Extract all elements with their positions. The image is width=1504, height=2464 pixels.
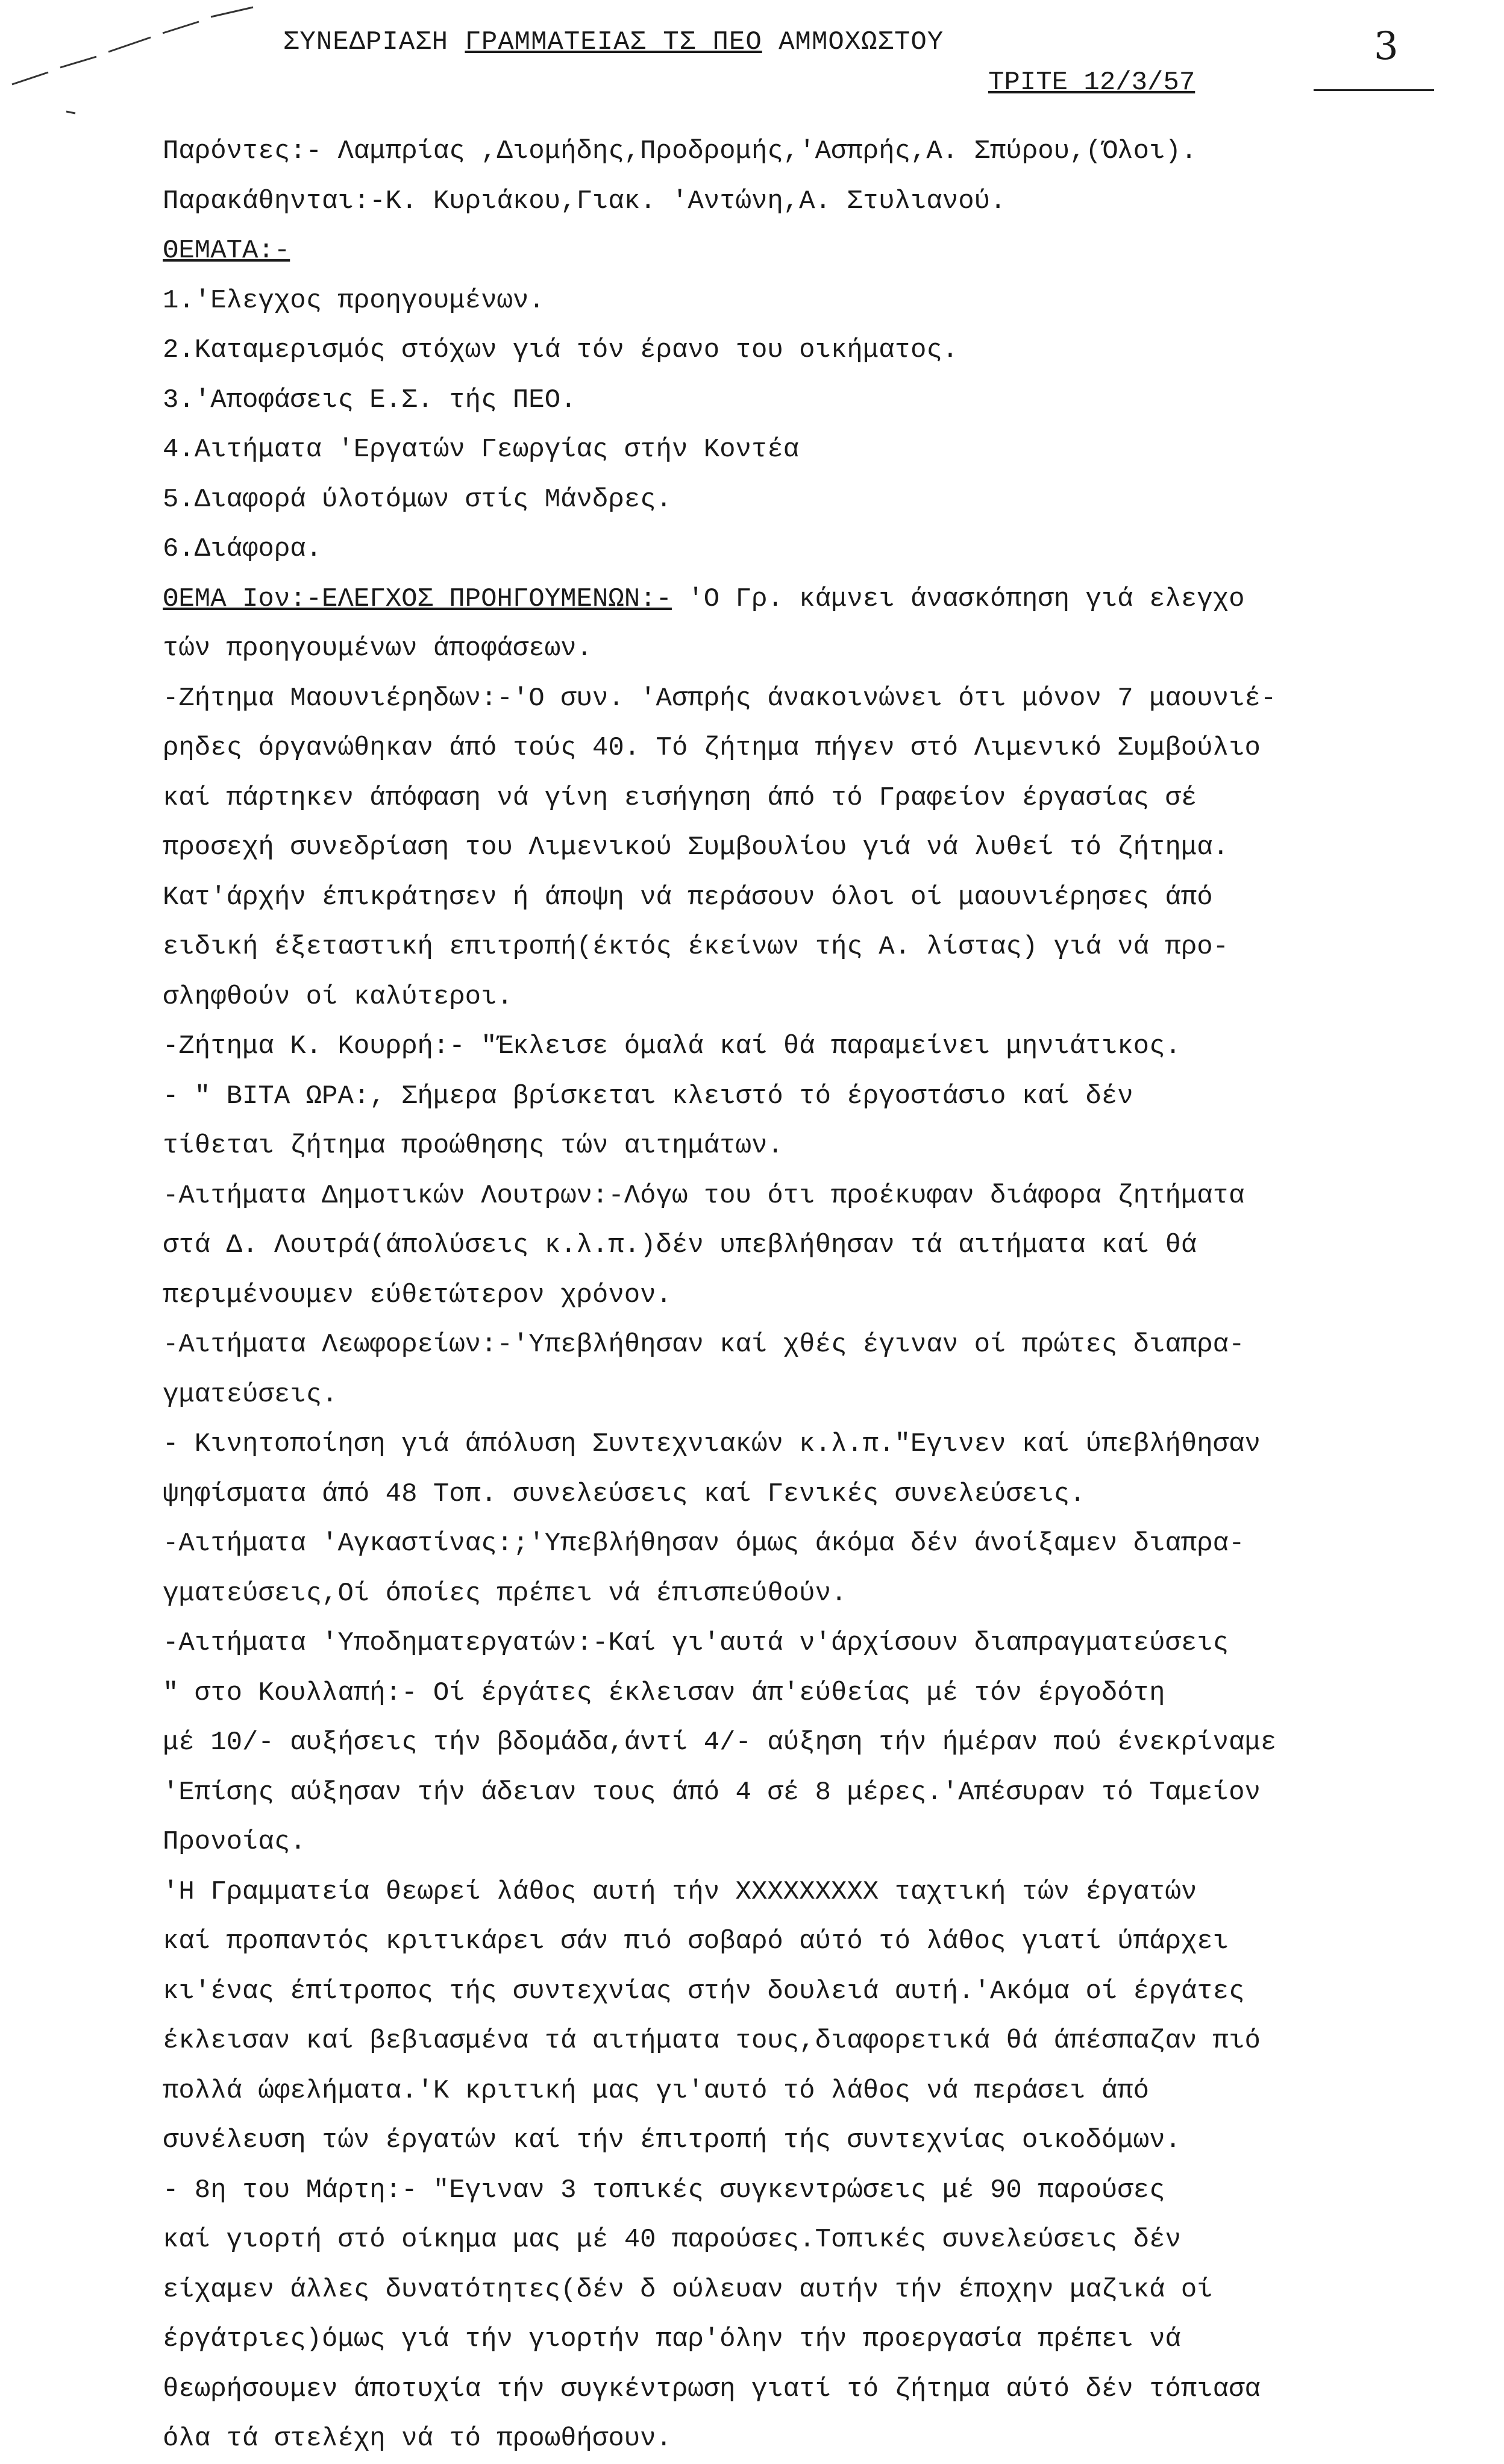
minutes-body: [163, 127, 1488, 2464]
minutes-line: -Αιτήματα Δημοτικών Λουτρων:-Λόγω του ότι προέκυφαν διάφορα ζητήματα: [163, 1180, 1245, 1211]
minutes-line: Προνοίας.: [163, 1827, 306, 1857]
agenda-heading: ΘΕΜΑΤΑ:-: [163, 236, 290, 266]
minutes-line: -Αιτήματα 'Αγκαστίνας:;'Υπεβλήθησαν όμως άκόμα δέν άνοίξαμεν διαπρα-: [163, 1529, 1245, 1559]
minutes-line: 'Η Γραμματεία θεωρεί λάθος αυτή τήν XXXXXXXXX ταχτική τών έργατών: [163, 1876, 1197, 1907]
agenda-item: 1.'Ελεγχος προηγουμένων.: [163, 285, 545, 316]
minutes-line: πολλά ώφελήματα.'Κ κριτική μας γι'αυτό τό λάθος νά περάσει άπό: [163, 2075, 1150, 2106]
minutes-line: περιμένουμεν εύθετώτερον χρόνον.: [163, 1280, 672, 1310]
minutes-line: κι'ένας έπίτροπος τής συντεχνίας στήν δουλειά αυτή.'Ακόμα οί έργάτες: [163, 1976, 1245, 2007]
minutes-line: καί προπαντός κριτικάρει σάν πιό σοβαρό αύτό τό λάθος γιατί ύπάρχει: [163, 1926, 1229, 1956]
minutes-line: - 8η του Μάρτη:- "Εγιναν 3 τοπικές συγκεντρώσεις μέ 90 παρούσες: [163, 2175, 1165, 2205]
minutes-line: Κατ'άρχήν έπικράτησεν ή άποψη νά περάσουν όλοι οί μαουνιέρησες άπό: [163, 882, 1213, 913]
minutes-line: τών προηγουμένων άποφάσεων.: [163, 633, 592, 664]
minutes-line: ρηδες όργανώθηκαν άπό τούς 40. Τό ζήτημα πήγεν στό Λιμενικό Συμβούλιο: [163, 733, 1261, 763]
meeting-date: ΤΡΙΤΕ 12/3/57: [988, 68, 1195, 98]
minutes-line: είχαμεν άλλες δυνατότητες(δέν δ ούλευαν αυτήν τήν έποχην μαζικά οί: [163, 2274, 1213, 2305]
minutes-line: " στο Κουλλαπή:- Οί έργάτες έκλεισαν άπ'εύθείας μέ τόν έργοδότη: [163, 1677, 1165, 1708]
pen-line-mark: [1314, 89, 1434, 91]
minutes-line: γματεύσεις.: [163, 1379, 338, 1410]
title-prefix: ΣΥΝΕΔΡΙΑΣΗ: [283, 27, 449, 57]
title-suffix: ΑΜΜΟΧΩΣΤΟΥ: [779, 27, 944, 57]
minutes-line: καί πάρτηκεν άπόφαση νά γίνη εισήγηση άπό τό Γραφείον έργασίας σέ: [163, 782, 1197, 813]
minutes-line: σληφθούν οί καλύτεροι.: [163, 981, 513, 1012]
agenda-item: 6.Διάφορα.: [163, 534, 322, 564]
theme-1-heading: ΘΕΜΑ Ιον:-ΕΛΕΓΧΟΣ ΠΡΟΗΓΟΥΜΕΝΩΝ:-: [163, 583, 672, 614]
agenda-item: 4.Αιτήματα 'Εργατών Γεωργίας στήν Κοντέα: [163, 435, 800, 465]
minutes-line: ψηφίσματα άπό 48 Τοπ. συνελεύσεις καί Γενικές συνελεύσεις.: [163, 1479, 1086, 1509]
minutes-line: 'Επίσης αύξησαν τήν άδειαν τους άπό 4 σέ 8 μέρες.'Απέσυραν τό Ταμείον: [163, 1777, 1261, 1808]
minutes-line: έργάτριες)όμως γιά τήν γιορτήν παρ'όλην τήν προεργασία πρέπει νά: [163, 2324, 1181, 2354]
minutes-line: -Αιτήματα Λεωφορείων:-'Υπεβλήθησαν καί χθές έγιναν οί πρώτες διαπρα-: [163, 1330, 1245, 1360]
minutes-line: θεωρήσουμεν άποτυχία τήν συγκέντρωση γιατί τό ζήτημα αύτό δέν τόπιασα: [163, 2374, 1261, 2404]
minutes-line: καί γιορτή στό οίκημα μας μέ 40 παρούσες.Τοπικές συνελεύσεις δέν: [163, 2225, 1181, 2255]
minutes-line: τίθεται ζήτημα προώθησης τών αιτημάτων.: [163, 1131, 783, 1161]
minutes-line: όλα τά στελέχη νά τό προωθήσουν.: [163, 2424, 672, 2454]
minutes-line: έκλεισαν καί βεβιασμένα τά αιτήματα τους,διαφορετικά θά άπέσπαζαν πιό: [163, 2026, 1261, 2056]
minutes-line: - " ΒΙΤΑ ΩΡΑ:, Σήμερα βρίσκεται κλειστό τό έργοστάσιο καί δέν: [163, 1081, 1133, 1111]
minutes-line: συνέλευση τών έργατών καί τήν έπιτροπή τής συντεχνίας οικοδόμων.: [163, 2125, 1181, 2155]
theme-1-heading-line: [163, 574, 1488, 624]
minutes-line: προσεχή συνεδρίαση του Λιμενικού Συμβουλίου γιά νά λυθεί τό ζήτημα.: [163, 832, 1229, 863]
document-title: [283, 27, 944, 57]
minutes-line: ειδική έξεταστική επιτροπή(έκτός έκείνων τής Α. λίστας) γιά νά προ-: [163, 932, 1229, 962]
minutes-line: -Αιτήματα 'Υποδηματεργατών:-Καί γι'αυτά ν'άρχίσουν διαπραγματεύσεις: [163, 1628, 1229, 1658]
minutes-line: - Κινητοποίηση γιά άπόλυση Συντεχνιακών κ.λ.π."Εγινεν καί ύπεβλήθησαν: [163, 1429, 1261, 1459]
minutes-line: μέ 10/- αυξήσεις τήν βδομάδα,άντί 4/- αύξηση τήν ήμέραν πού ένεκρίναμε: [163, 1727, 1277, 1758]
absent-members: Παρακάθηνται:-Κ. Κυριάκου,Γιακ. 'Αντώνη,Α. Στυλιανού.: [163, 186, 1006, 216]
title-underlined: ΓΡΑΜΜΑΤΕΙΑΣ ΤΣ ΠΕΟ: [465, 27, 762, 57]
agenda-item: 2.Καταμερισμός στόχων γιά τόν έρανο του οικήματος.: [163, 335, 959, 365]
agenda-item: 5.Διαφορά ύλοτόμων στίς Μάνδρες.: [163, 484, 672, 515]
minutes-line: -Ζήτημα Κ. Κουρρή:- "Έκλεισε όμαλά καί θά παραμείνει μηνιάτικος.: [163, 1031, 1181, 1061]
page-number: 3: [1374, 24, 1399, 69]
agenda-item: 3.'Αποφάσεις Ε.Σ. τής ΠΕΟ.: [163, 385, 577, 415]
corner-pen-marks: [0, 0, 362, 121]
minutes-line: -Ζήτημα Μαουνιέρηδων:-'Ο συν. 'Ασπρής άνακοινώνει ότι μόνον 7 μαουνιέ-: [163, 683, 1277, 714]
minutes-line: γματεύσεις,Οί όποίες πρέπει νά έπισπεύθούν.: [163, 1578, 847, 1609]
theme-1-intro: 'Ο Γρ. κάμνει άνασκόπηση γιά ελεγχο: [671, 583, 1245, 614]
present-members: Παρόντες:- Λαμπρίας ,Διομήδης,Προδρομής,'Ασπρής,Α. Σπύρου,(Όλοι).: [163, 136, 1197, 166]
minutes-line: στά Δ. Λουτρά(άπολύσεις κ.λ.π.)δέν υπεβλήθησαν τά αιτήματα καί θά: [163, 1230, 1197, 1260]
